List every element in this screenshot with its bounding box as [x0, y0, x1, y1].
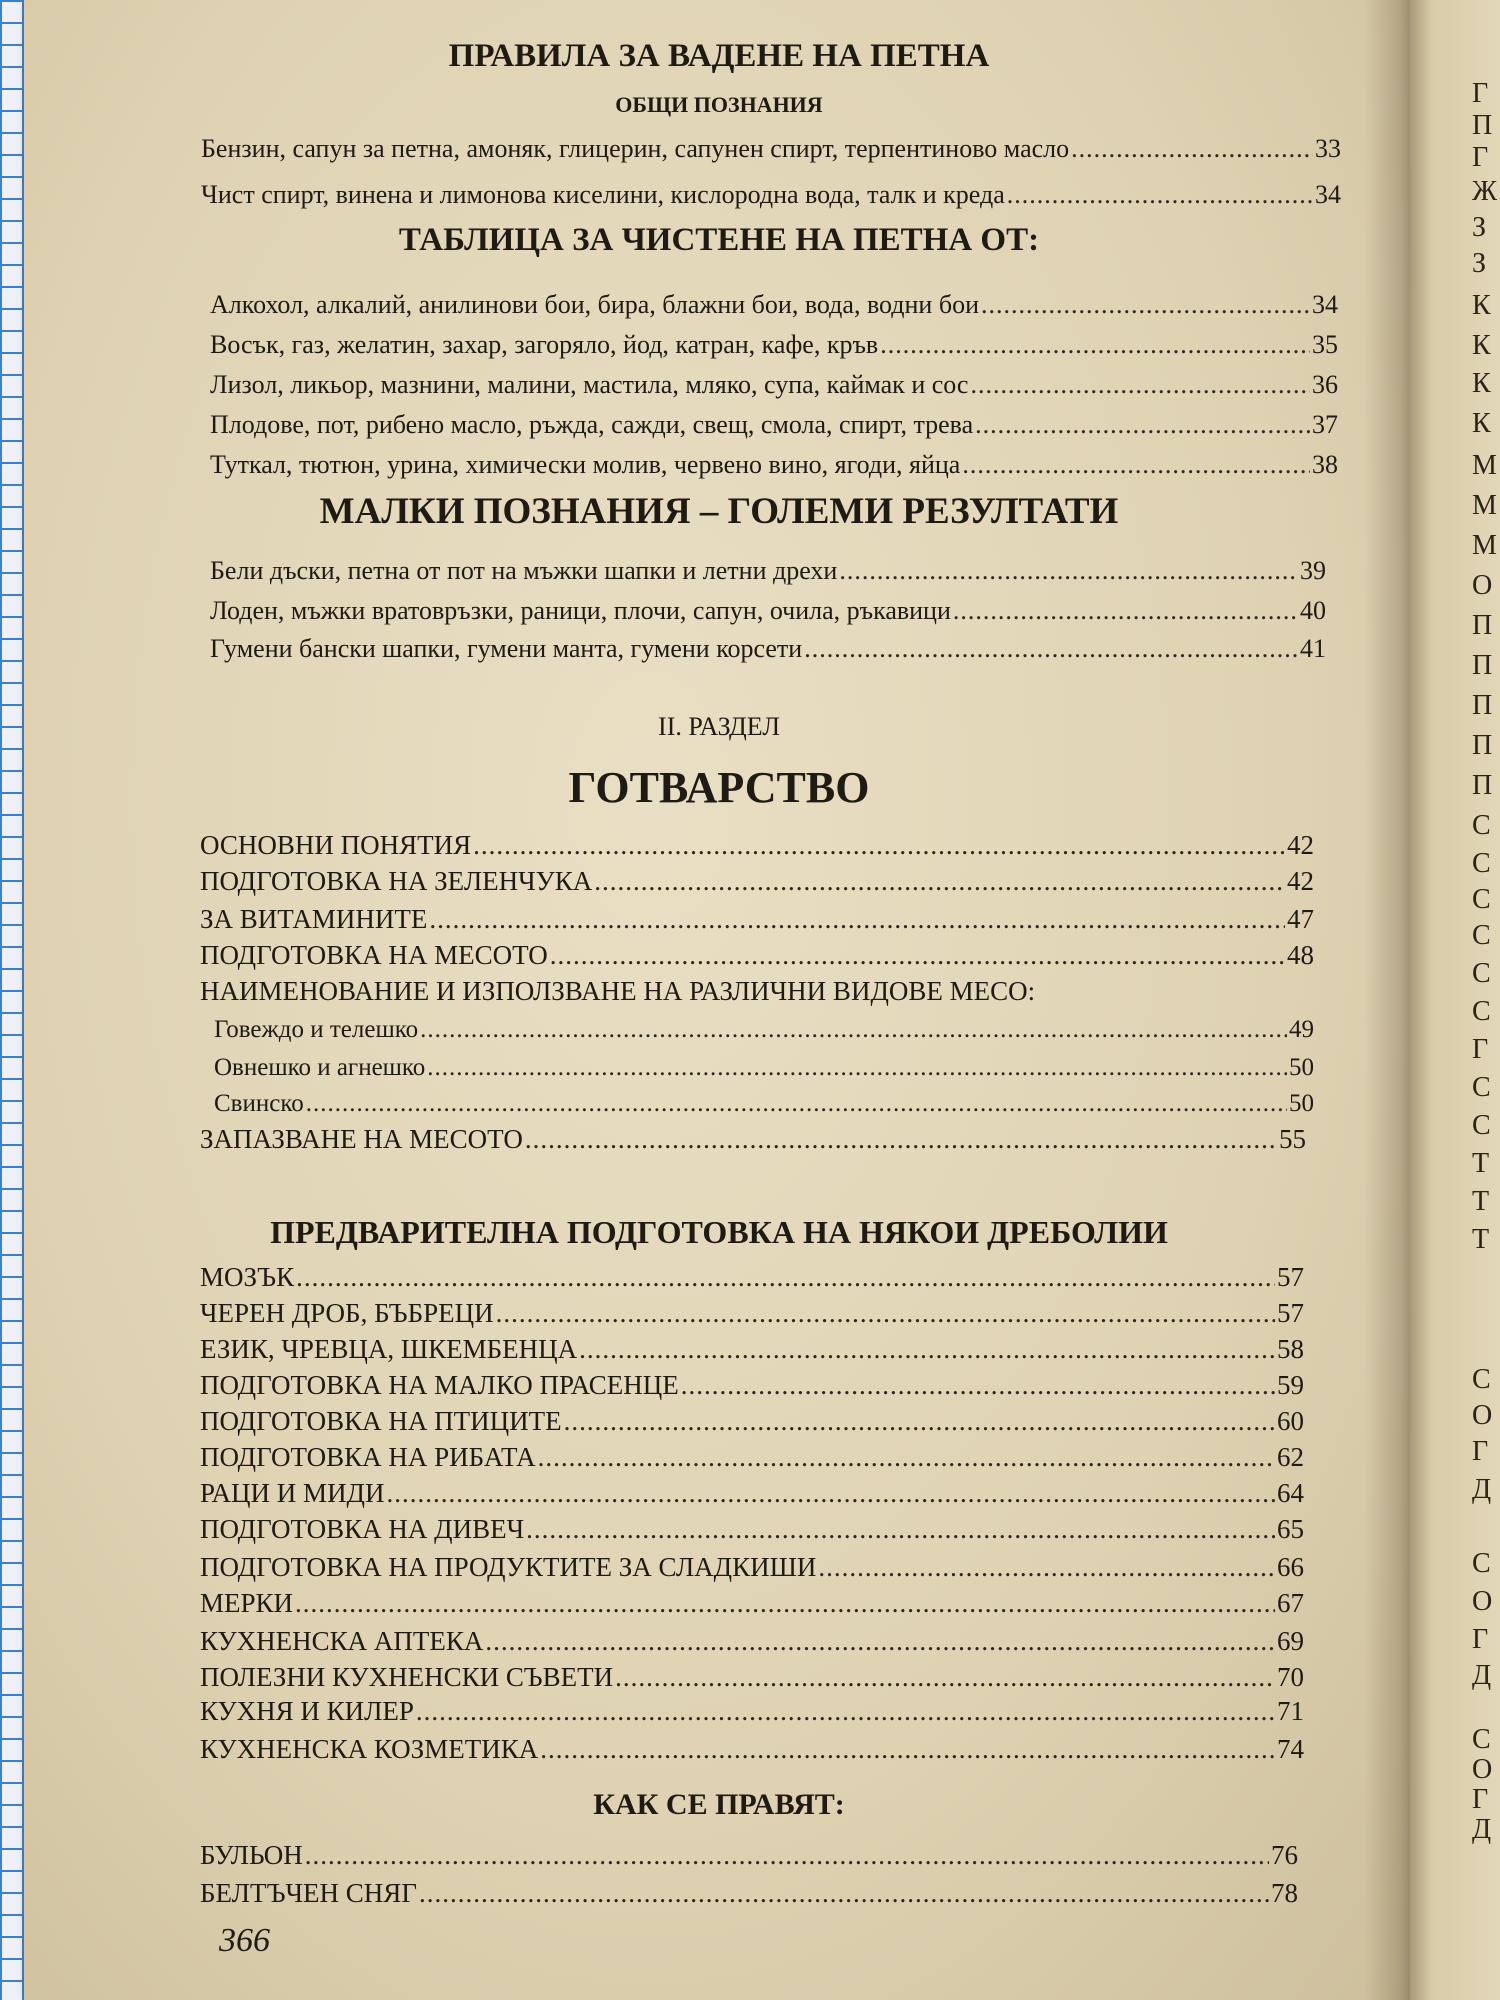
toc-entry-page: 55	[1279, 1124, 1306, 1154]
leader-dots	[429, 904, 1285, 935]
facing-page-letter: Д	[1472, 1814, 1492, 1845]
toc-entry-text: Овнешко и агнешко	[214, 1054, 426, 1081]
leader-dots	[953, 596, 1298, 626]
toc-entry	[200, 1588, 1304, 1619]
toc-entry-text: ПОЛЕЗНИ КУХНЕНСКИ СЪВЕТИ	[200, 1662, 614, 1692]
leader-dots	[818, 1552, 1275, 1583]
leader-dots	[962, 450, 1310, 480]
leader-dots	[970, 370, 1310, 400]
toc-entry-text: Свинско	[214, 1090, 304, 1117]
part-label: II. РАЗДЕЛ	[658, 712, 780, 741]
toc-entry-page: 70	[1277, 1662, 1304, 1692]
leader-dots	[594, 866, 1285, 897]
leader-dots	[496, 1298, 1275, 1329]
toc-entry-page: 42	[1287, 830, 1314, 860]
toc-entry-page: 49	[1289, 1016, 1314, 1043]
facing-page-letter: К	[1472, 330, 1491, 361]
toc-entry-page: 34	[1315, 180, 1341, 209]
facing-page-letter: Д	[1472, 1660, 1492, 1691]
leader-dots	[295, 1588, 1275, 1619]
leader-dots	[419, 1878, 1269, 1909]
toc-entry-text: Бензин, сапун за петна, амоняк, глицерин, сапунен спирт, терпентиново масло	[201, 134, 1070, 163]
toc-entry-text: Восък, газ, желатин, захар, загоряло, йод, катран, кафе, кръв	[210, 330, 879, 359]
facing-page-letter: Г	[1472, 1436, 1489, 1467]
leader-dots	[981, 290, 1310, 320]
toc-entry	[201, 180, 1341, 210]
facing-page-letter: О	[1472, 1400, 1493, 1431]
toc-entry	[210, 410, 1338, 440]
toc-entry	[200, 866, 1314, 897]
toc-entry	[200, 1298, 1304, 1329]
facing-page-letter: О	[1472, 1586, 1493, 1617]
toc-entry-page: 40	[1300, 596, 1326, 625]
toc-entry-text: РАЦИ И МИДИ	[200, 1478, 385, 1508]
facing-page-letter: Т	[1472, 1224, 1490, 1255]
facing-page-letter: П	[1472, 690, 1493, 721]
toc-entry-text: ПОДГОТОВКА НА РИБАТА	[200, 1442, 536, 1472]
leader-dots	[564, 1406, 1275, 1437]
toc-entry-page: 78	[1271, 1878, 1298, 1908]
toc-entry-page: 71	[1277, 1696, 1304, 1726]
facing-page-edge	[1410, 0, 1500, 2000]
toc-entry-text: МЕРКИ	[200, 1588, 294, 1618]
facing-page-letter: Ж	[1472, 176, 1498, 207]
toc-entry	[200, 1626, 1304, 1657]
section-subtitle-general: ОБЩИ ПОЗНАНИЯ	[615, 92, 823, 117]
toc-entry-text: Туткал, тютюн, урина, химически молив, червено вино, ягоди, яйца	[210, 450, 961, 479]
toc-entry-text: КУХНЕНСКА КОЗМЕТИКА	[200, 1734, 539, 1764]
toc-subentry	[214, 1054, 1314, 1082]
toc-entry-page: 58	[1277, 1334, 1304, 1364]
facing-page-letter: К	[1472, 368, 1491, 399]
facing-page-letter: Д	[1472, 1474, 1492, 1505]
toc-entry	[210, 450, 1338, 480]
toc-entry-page: 47	[1287, 904, 1314, 934]
leader-dots	[804, 634, 1298, 664]
toc-entry-text: МОЗЪК	[200, 1262, 295, 1292]
section-title-preparation: ПРЕДВАРИТЕЛНА ПОДГОТОВКА НА НЯКОИ ДРЕБОЛИИ	[270, 1214, 1168, 1250]
toc-entry	[200, 1478, 1304, 1509]
facing-page-letter: П	[1472, 770, 1493, 801]
toc-entry	[210, 556, 1326, 586]
page-number: 366	[219, 1922, 270, 1959]
leader-dots	[420, 1016, 1287, 1044]
leader-dots	[526, 1514, 1275, 1545]
page-curve-shadow	[1364, 0, 1414, 2000]
facing-page-letter: З	[1472, 212, 1487, 243]
toc-entry-text: Гумени бански шапки, гумени манта, гумени корсети	[210, 634, 803, 663]
toc-entry	[200, 1514, 1304, 1545]
toc-entry-text: ПОДГОТОВКА НА ЗЕЛЕНЧУКА	[200, 866, 593, 896]
toc-entry	[200, 940, 1314, 971]
leader-dots	[579, 1334, 1275, 1365]
toc-entry-page: 33	[1315, 134, 1341, 163]
facing-page-letter: Г	[1472, 1624, 1489, 1655]
toc-entry-text: ЧЕРЕН ДРОБ, БЪБРЕЦИ	[200, 1298, 494, 1328]
toc-entry	[200, 1406, 1304, 1437]
toc-entry	[200, 1334, 1304, 1365]
facing-page-letter: С	[1472, 1724, 1491, 1755]
toc-entry	[200, 1734, 1304, 1765]
toc-entry-text: Бели дъски, петна от пот на мъжки шапки и летни дрехи	[210, 556, 838, 585]
toc-entry-page: 34	[1312, 290, 1338, 319]
leader-dots	[473, 830, 1285, 861]
part-title-cooking: ГОТВАРСТВО	[568, 763, 870, 812]
leader-dots	[416, 1696, 1275, 1727]
leader-dots	[1007, 180, 1313, 210]
toc-entry-text: Плодове, пот, рибено масло, ръжда, сажди, свещ, смола, спирт, трева	[210, 410, 974, 439]
toc-entry-text: Говеждо и телешко	[214, 1016, 419, 1043]
facing-page-letter: С	[1472, 996, 1491, 1027]
toc-entry	[200, 1662, 1304, 1693]
leader-dots	[1071, 134, 1313, 164]
toc-entry-text: ЗАПАЗВАНЕ НА МЕСОТО	[200, 1124, 523, 1154]
toc-entry-page: 65	[1277, 1514, 1304, 1544]
toc-entry-page: 50	[1289, 1054, 1314, 1081]
toc-entry	[210, 634, 1326, 664]
facing-page-letter: С	[1472, 958, 1491, 989]
toc-entry	[200, 904, 1314, 935]
toc-entry	[210, 596, 1326, 626]
leader-dots	[525, 1124, 1277, 1155]
toc-entry	[200, 1262, 1304, 1293]
section-title-stain-removal: ПРАВИЛА ЗА ВАДЕНЕ НА ПЕТНА	[448, 38, 990, 74]
section-title-stain-table: ТАБЛИЦА ЗА ЧИСТЕНЕ НА ПЕТНА ОТ:	[398, 222, 1040, 258]
toc-entry-page: 42	[1287, 866, 1314, 896]
leader-dots	[975, 410, 1310, 440]
facing-page-letter: Г	[1472, 1034, 1489, 1065]
toc-entry	[200, 1442, 1304, 1473]
toc-entry-text: КУХНЯ И КИЛЕР	[200, 1696, 414, 1726]
toc-entry-text: Чист спирт, винена и лимонова киселини, кислородна вода, талк и креда	[201, 180, 1005, 209]
toc-entry-page: 74	[1277, 1734, 1304, 1764]
toc-entry-text: ПОДГОТОВКА НА МАЛКО ПРАСЕНЦЕ	[200, 1370, 679, 1400]
toc-entry-text: ПОДГОТОВКА НА ПТИЦИТЕ	[200, 1406, 562, 1436]
leader-dots	[427, 1054, 1287, 1082]
toc-entry-page: 37	[1312, 410, 1338, 439]
toc-entry-page: 76	[1271, 1840, 1298, 1870]
toc-entry	[200, 1696, 1304, 1727]
leader-dots	[615, 1662, 1275, 1693]
facing-page-letter: С	[1472, 848, 1491, 879]
leader-dots	[839, 556, 1298, 586]
facing-page-letter: Т	[1472, 1186, 1490, 1217]
toc-entry-text: ПОДГОТОВКА НА МЕСОТО	[200, 940, 548, 970]
toc-entry-page: 66	[1277, 1552, 1304, 1582]
facing-page-letter: С	[1472, 920, 1491, 951]
toc-entry	[210, 370, 1338, 400]
section-title-how-to: КАК СЕ ПРАВЯТ:	[593, 1788, 845, 1821]
toc-entry-page: 67	[1277, 1588, 1304, 1618]
toc-entry	[210, 330, 1338, 360]
toc-entry-page: 57	[1277, 1262, 1304, 1292]
facing-page-letter: О	[1472, 570, 1493, 601]
section-title-small-knowledge: МАЛКИ ПОЗНАНИЯ – ГОЛЕМИ РЕЗУЛТАТИ	[319, 491, 1119, 532]
facing-page-letter: П	[1472, 110, 1493, 141]
toc-entry-text: Лизол, ликьор, мазнини, малини, мастила, мляко, супа, каймак и сос	[210, 370, 969, 399]
toc-entry-page: 62	[1277, 1442, 1304, 1472]
leader-dots	[540, 1734, 1275, 1765]
toc-entry-text: ОСНОВНИ ПОНЯТИЯ	[200, 830, 472, 860]
facing-page-letter: О	[1472, 1754, 1493, 1785]
toc-entry	[201, 134, 1341, 164]
facing-page-letter: С	[1472, 884, 1491, 915]
facing-page-letter: П	[1472, 650, 1493, 681]
book-page	[24, 0, 1414, 2000]
facing-page-letter: К	[1472, 408, 1491, 439]
facing-page-letter: М	[1472, 450, 1497, 481]
leader-dots	[681, 1370, 1275, 1401]
facing-page-letter: К	[1472, 290, 1491, 321]
facing-page-letter: П	[1472, 730, 1493, 761]
toc-entry	[200, 1840, 1298, 1871]
toc-entry	[200, 1370, 1304, 1401]
toc-entry	[210, 290, 1338, 320]
toc-entry-page: 60	[1277, 1406, 1304, 1436]
toc-entry-page: 36	[1312, 370, 1338, 399]
toc-subentry	[214, 1016, 1314, 1044]
meat-types-heading	[200, 976, 1314, 1007]
toc-entry-text: Лоден, мъжки вратовръзки, раници, плочи, сапун, очила, ръкавици	[210, 596, 951, 625]
leader-dots	[386, 1478, 1275, 1509]
toc-subentry	[214, 1090, 1314, 1118]
toc-entry-text: ЗА ВИТАМИНИТЕ	[200, 904, 428, 934]
facing-page-letter: С	[1472, 1364, 1491, 1395]
leader-dots	[485, 1626, 1275, 1657]
toc-entry-page: 35	[1312, 330, 1338, 359]
toc-entry-page: 64	[1277, 1478, 1304, 1508]
leader-dots	[296, 1262, 1275, 1293]
toc-entry-text: ЕЗИК, ЧРЕВЦА, ШКЕМБЕНЦА	[200, 1334, 578, 1364]
facing-page-letter: Г	[1472, 142, 1489, 173]
leader-dots	[538, 1442, 1275, 1473]
facing-page-letter: М	[1472, 530, 1497, 561]
leader-dots	[305, 1840, 1269, 1871]
toc-entry-text: БЕЛТЪЧЕН СНЯГ	[200, 1878, 417, 1908]
toc-entry-text: НАИМЕНОВАНИЕ И ИЗПОЛЗВАНЕ НА РАЗЛИЧНИ ВИДОВЕ МЕСО:	[200, 976, 1036, 1006]
toc-entry-text: КУХНЕНСКА АПТЕКА	[200, 1626, 484, 1656]
toc-entry-page: 48	[1287, 940, 1314, 970]
facing-page-letter: Г	[1472, 78, 1489, 109]
facing-page-letter: З	[1472, 248, 1487, 279]
facing-page-letter: П	[1472, 610, 1493, 641]
facing-page-letter: М	[1472, 490, 1497, 521]
leader-dots	[550, 940, 1285, 971]
toc-entry-page: 39	[1300, 556, 1326, 585]
toc-entry	[200, 1124, 1306, 1155]
leader-dots	[306, 1090, 1287, 1118]
toc-entry-text: БУЛЬОН	[200, 1840, 303, 1870]
toc-entry-page: 69	[1277, 1626, 1304, 1656]
toc-entry	[200, 1878, 1298, 1909]
facing-page-letter: Г	[1472, 1784, 1489, 1815]
toc-entry	[200, 1552, 1304, 1583]
facing-page-letter: С	[1472, 810, 1491, 841]
toc-entry-text: ПОДГОТОВКА НА ПРОДУКТИТЕ ЗА СЛАДКИШИ	[200, 1552, 817, 1582]
toc-entry-page: 41	[1300, 634, 1326, 663]
toc-entry-page: 38	[1312, 450, 1338, 479]
facing-page-letter: С	[1472, 1548, 1491, 1579]
toc-entry-text: ПОДГОТОВКА НА ДИВЕЧ	[200, 1514, 525, 1544]
facing-page-letter: С	[1472, 1110, 1491, 1141]
toc-entry	[200, 830, 1314, 861]
facing-page-letter: С	[1472, 1072, 1491, 1103]
leader-dots	[880, 330, 1310, 360]
facing-page-letter: Т	[1472, 1148, 1490, 1179]
toc-entry-text: Алкохол, алкалий, анилинови бои, бира, блажни бои, вода, водни бои	[210, 290, 979, 319]
toc-entry-page: 59	[1277, 1370, 1304, 1400]
toc-entry-page: 50	[1289, 1090, 1314, 1117]
toc-entry-page: 57	[1277, 1298, 1304, 1328]
